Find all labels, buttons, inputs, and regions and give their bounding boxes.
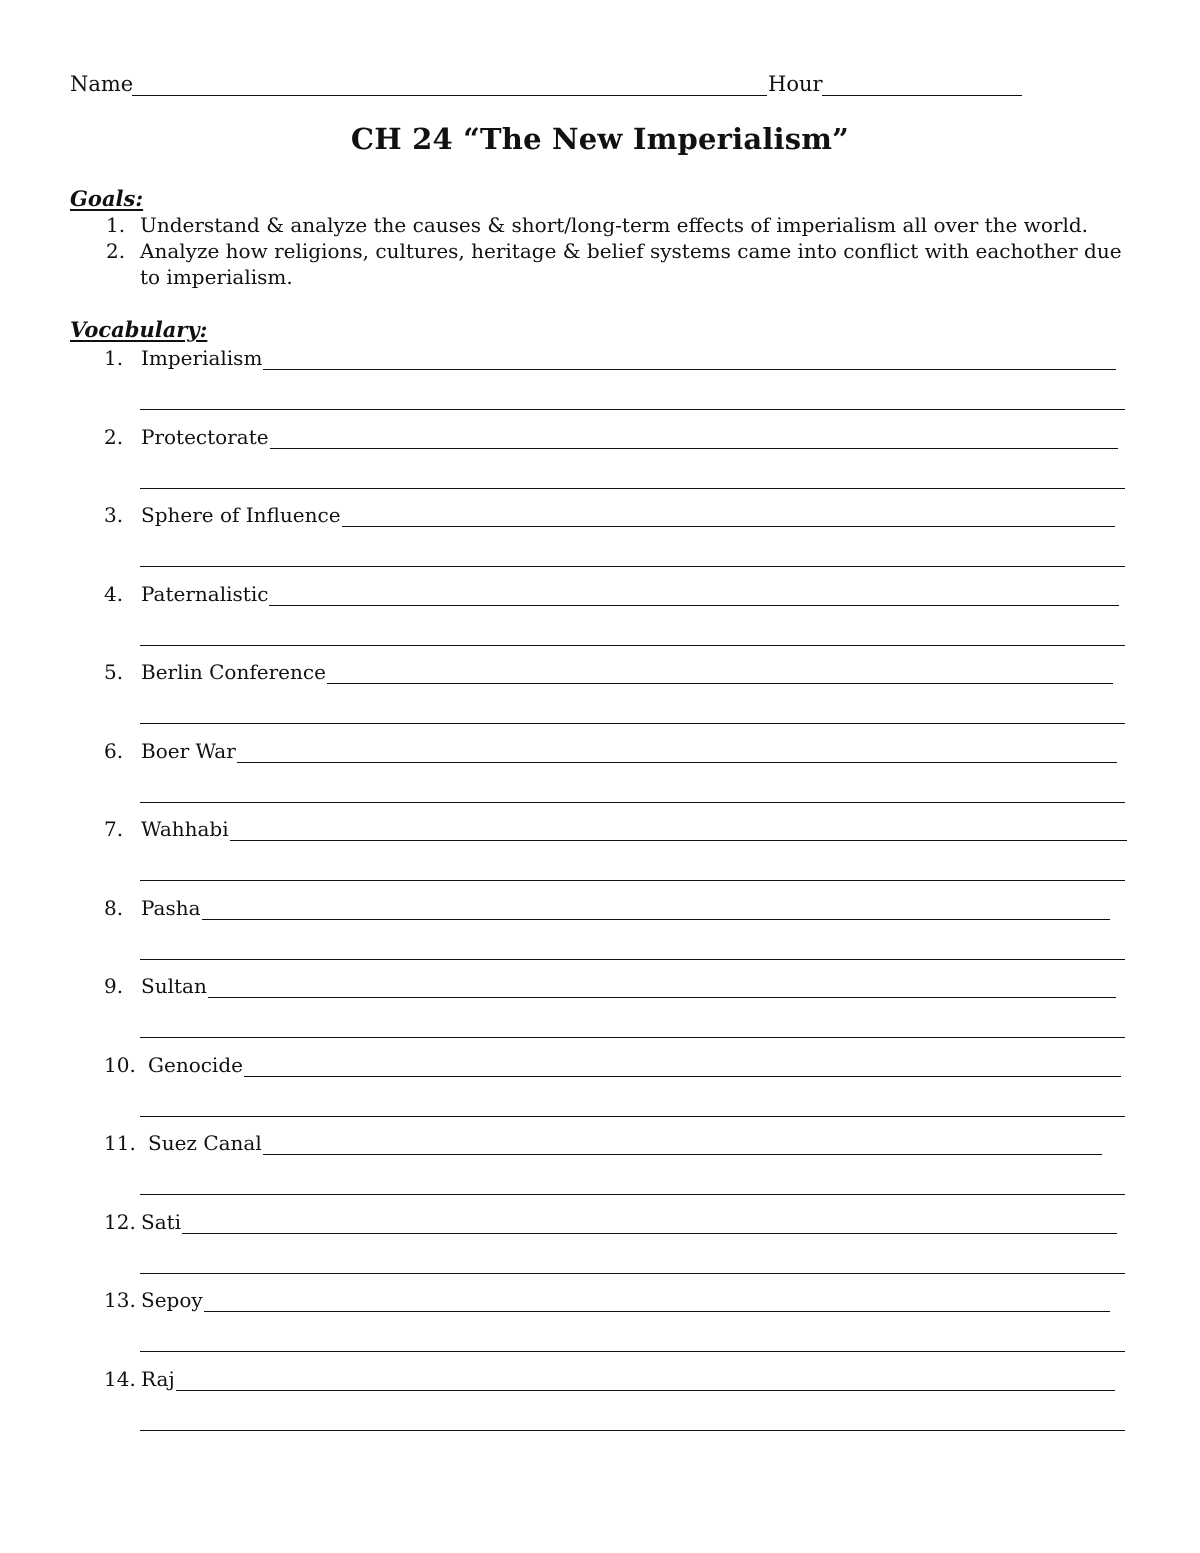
vocab-answer-line[interactable]: [342, 526, 1115, 527]
name-field-line[interactable]: [132, 95, 767, 96]
vocab-answer-line-continued[interactable]: [140, 488, 1125, 489]
vocab-item: [0, 344, 1200, 424]
vocab-item: [0, 501, 1200, 581]
vocab-number: 12.: [104, 1209, 136, 1234]
goal-text: Understand & analyze the causes & short/long-term effects of imperialism all over the world.: [140, 213, 1089, 237]
vocab-term: Berlin Conference: [141, 660, 326, 684]
vocab-number: 10.: [104, 1052, 136, 1077]
vocab-answer-line[interactable]: [237, 762, 1117, 763]
vocab-number: 5.: [104, 660, 124, 684]
goal-item: [70, 238, 1130, 290]
goals-heading: Goals:: [70, 186, 144, 211]
page-title: CH 24 “The New Imperialism”: [350, 122, 850, 156]
goal-item: [70, 212, 1130, 238]
vocab-term: Protectorate: [141, 424, 269, 449]
vocab-answer-line-continued[interactable]: [140, 1273, 1125, 1274]
vocab-answer-line-continued[interactable]: [140, 802, 1125, 803]
vocab-term: Sultan: [141, 974, 207, 998]
header-row: [70, 70, 1022, 98]
vocab-answer-line-continued[interactable]: [140, 959, 1125, 960]
vocab-item: [0, 815, 1200, 895]
vocab-number: 7.: [104, 817, 124, 841]
goal-number: 1.: [106, 213, 126, 237]
vocab-number: 1.: [104, 346, 124, 370]
vocab-item: [0, 423, 1200, 503]
vocab-answer-line-continued[interactable]: [140, 1351, 1125, 1352]
vocab-term: Pasha: [141, 895, 201, 920]
vocab-answer-line[interactable]: [244, 1076, 1121, 1077]
goal-number: 2.: [106, 239, 126, 263]
vocab-item: [0, 1051, 1200, 1131]
vocab-item: [0, 1208, 1200, 1288]
vocab-answer-line[interactable]: [230, 840, 1127, 841]
vocab-item: [0, 737, 1200, 817]
vocab-term: Boer War: [141, 738, 236, 763]
vocab-answer-line-continued[interactable]: [140, 880, 1125, 881]
vocab-answer-line[interactable]: [182, 1233, 1117, 1234]
vocab-answer-line[interactable]: [204, 1311, 1110, 1312]
vocab-item: [0, 580, 1200, 660]
vocab-number: 11.: [104, 1131, 136, 1155]
vocab-answer-line[interactable]: [263, 1154, 1102, 1155]
vocab-item: [0, 1286, 1200, 1366]
vocab-answer-line-continued[interactable]: [140, 566, 1125, 567]
vocab-answer-line[interactable]: [208, 997, 1116, 998]
hour-field-line[interactable]: [822, 95, 1022, 96]
vocab-number: 4.: [104, 581, 124, 606]
vocab-term: Sphere of Influence: [141, 503, 341, 527]
vocab-answer-line-continued[interactable]: [140, 723, 1125, 724]
vocab-term: Paternalistic: [141, 581, 269, 606]
vocab-number: 2.: [104, 424, 124, 449]
vocab-term: Sati: [141, 1209, 182, 1234]
vocab-term: Raj: [141, 1366, 175, 1391]
vocab-item: [0, 1129, 1200, 1209]
vocab-number: 8.: [104, 895, 124, 920]
vocabulary-heading: Vocabulary:: [70, 317, 208, 342]
vocab-answer-line-continued[interactable]: [140, 1194, 1125, 1195]
vocab-item: [0, 1365, 1200, 1445]
goal-text: Analyze how religions, cultures, heritage & belief systems came into conflict with eachother due to imperialism.: [140, 239, 1122, 289]
hour-label: Hour: [768, 72, 823, 96]
vocab-number: 3.: [104, 503, 124, 527]
vocab-answer-line[interactable]: [270, 448, 1118, 449]
vocab-number: 9.: [104, 974, 124, 998]
vocab-number: 14.: [104, 1366, 136, 1391]
vocab-answer-line-continued[interactable]: [140, 1037, 1125, 1038]
vocab-item: [0, 972, 1200, 1052]
vocab-number: 13.: [104, 1288, 136, 1312]
vocab-answer-line[interactable]: [327, 683, 1113, 684]
vocab-answer-line-continued[interactable]: [140, 645, 1125, 646]
vocab-answer-line-continued[interactable]: [140, 409, 1125, 410]
vocab-answer-line[interactable]: [176, 1390, 1115, 1391]
vocab-term: Genocide: [148, 1052, 243, 1077]
vocab-item: [0, 894, 1200, 974]
vocab-answer-line-continued[interactable]: [140, 1430, 1125, 1431]
vocab-term: Wahhabi: [141, 817, 229, 841]
vocab-number: 6.: [104, 738, 124, 763]
vocab-answer-line-continued[interactable]: [140, 1116, 1125, 1117]
vocab-answer-line[interactable]: [269, 605, 1119, 606]
vocab-term: Suez Canal: [148, 1131, 262, 1155]
name-label: Name: [70, 72, 134, 96]
vocab-term: Sepoy: [141, 1288, 203, 1312]
vocab-answer-line[interactable]: [202, 919, 1110, 920]
goals-list: [70, 212, 1130, 290]
vocab-term: Imperialism: [141, 346, 263, 370]
vocab-answer-line[interactable]: [263, 369, 1116, 370]
vocab-item: [0, 658, 1200, 738]
